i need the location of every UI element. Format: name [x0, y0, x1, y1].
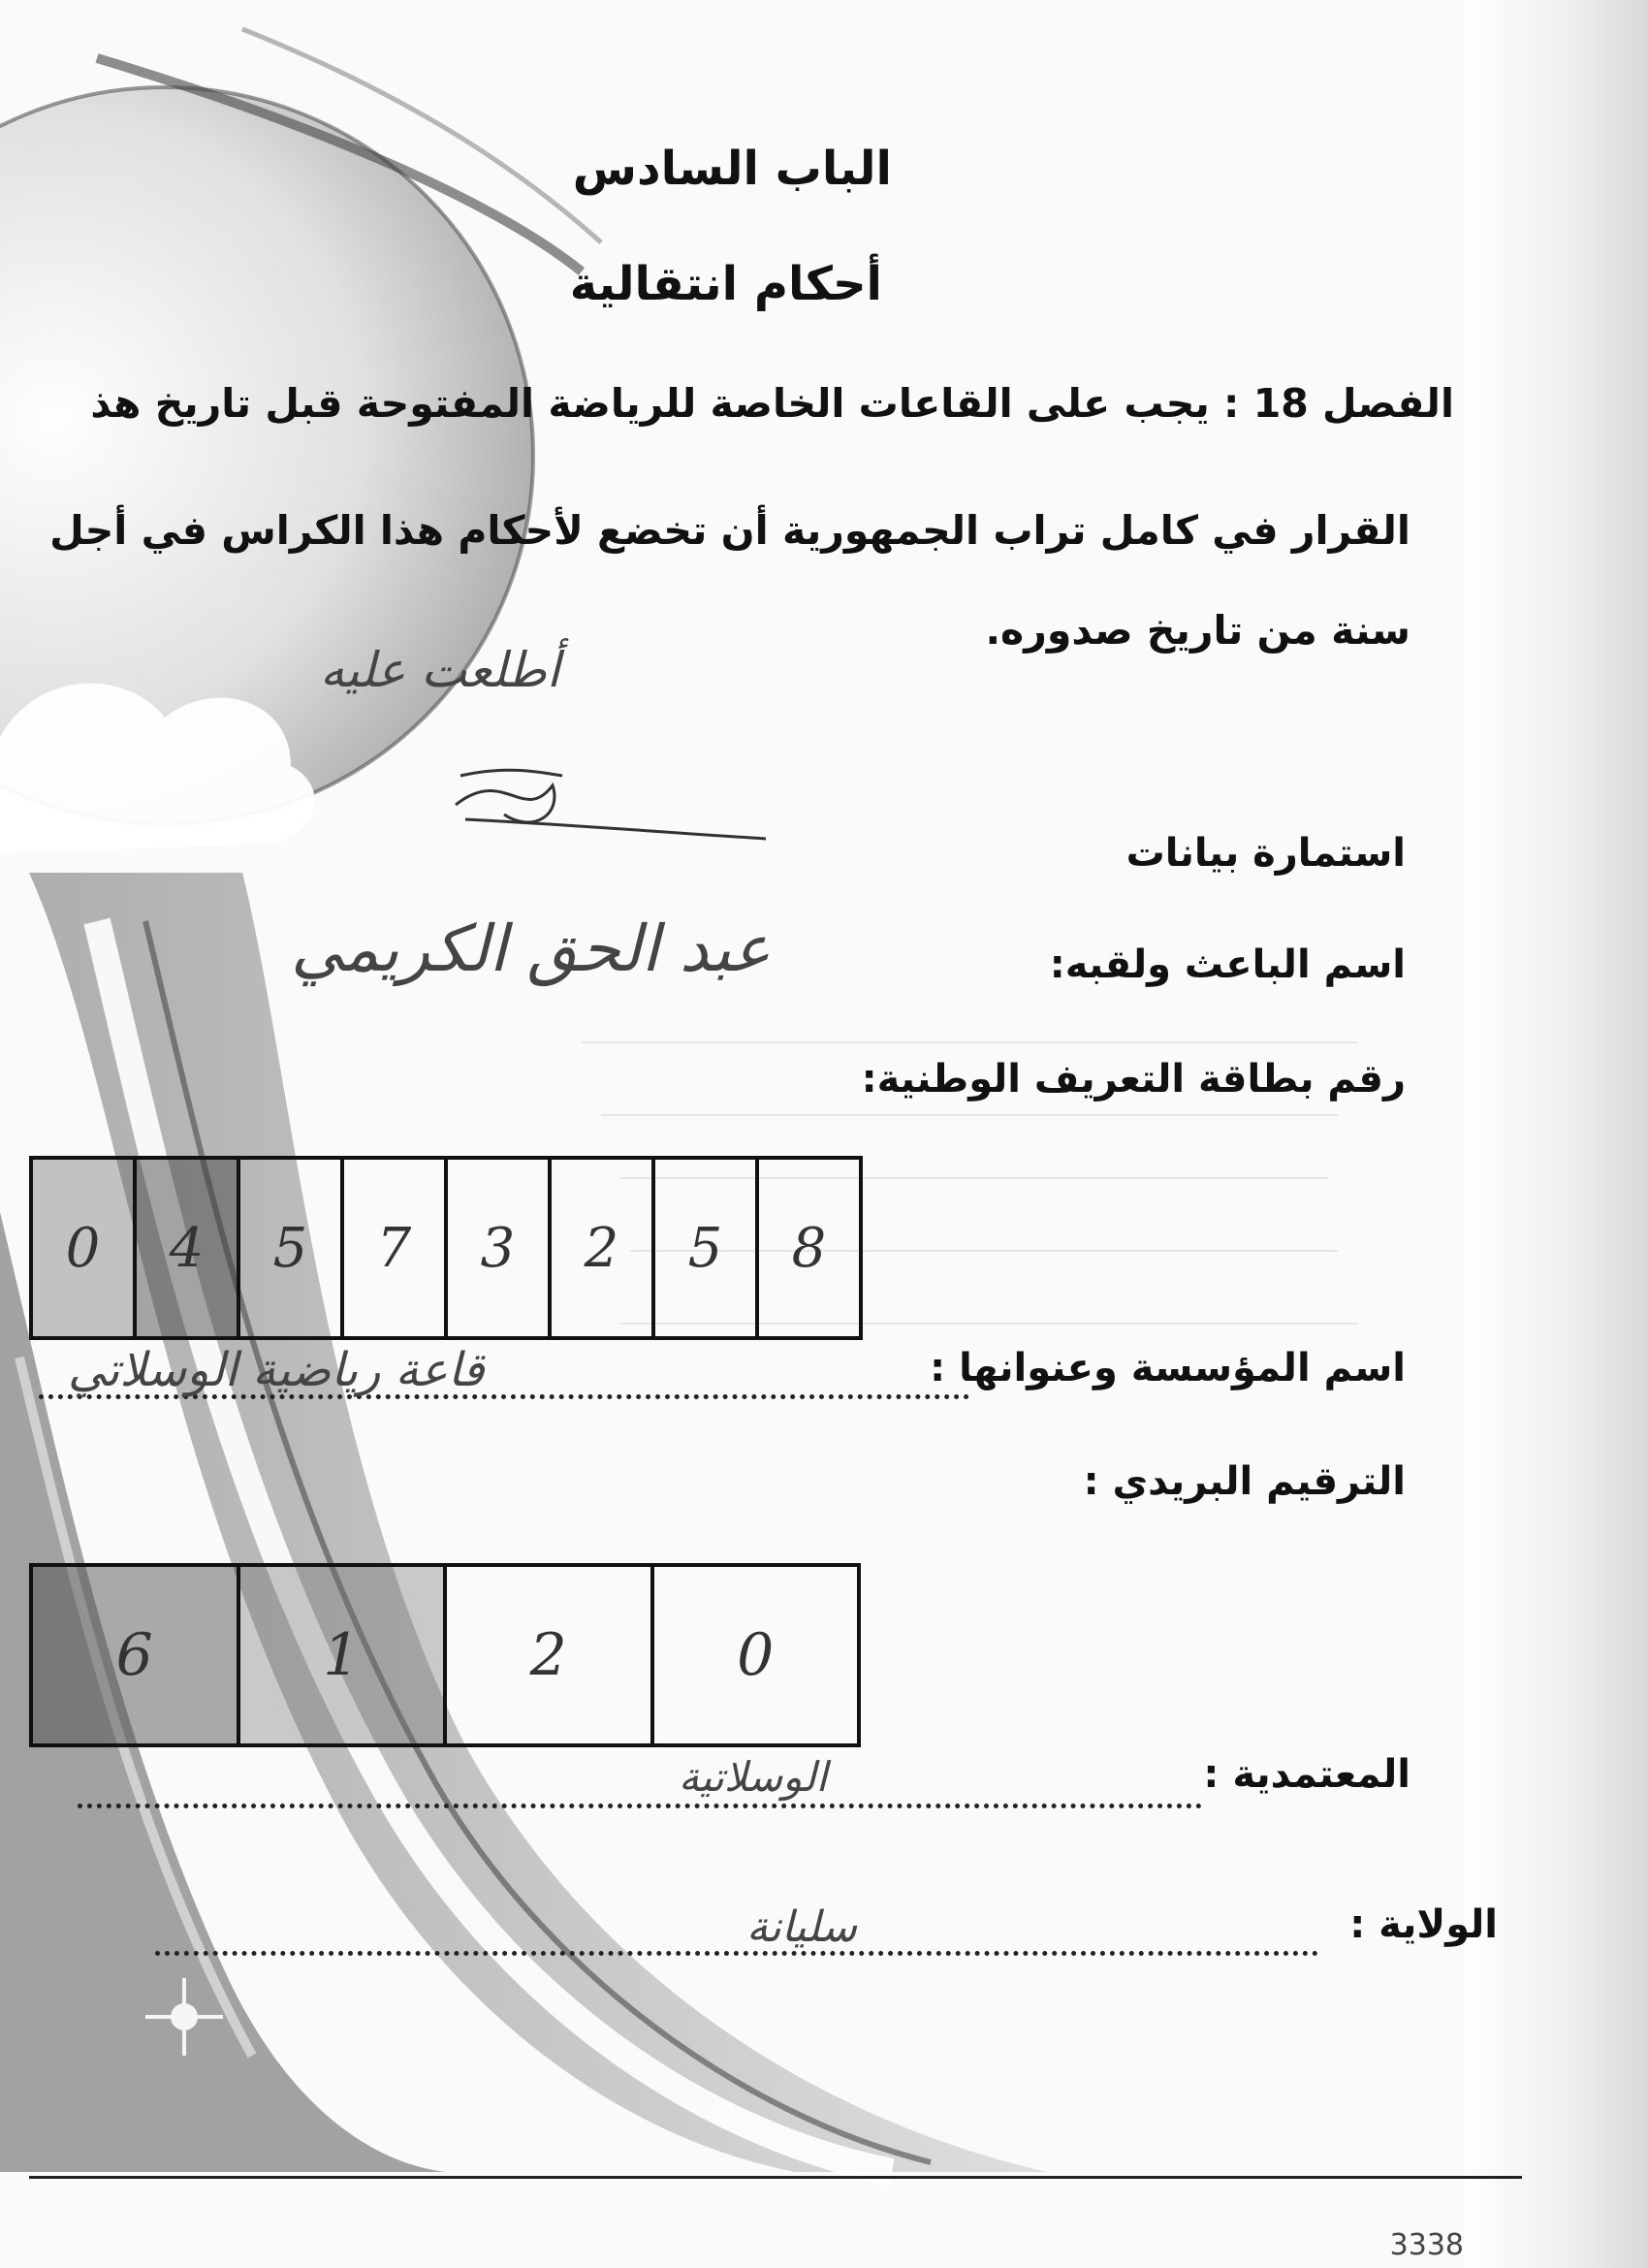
postal-code-boxes — [29, 1563, 861, 1747]
investor-name-value: عبد الحق الكريمي — [291, 911, 771, 986]
id-digit-box: 7 — [342, 1158, 446, 1338]
governorate-dotted-line — [155, 1951, 1318, 1956]
article-line-2: القرار في كامل تراب الجمهورية أن تخضع لأحكام هذا الكراس في أجل — [49, 507, 1410, 554]
chapter-subtitle: أحكام انتقالية — [569, 257, 882, 311]
national-id-boxes — [29, 1156, 863, 1340]
handwritten-note: أطلعت عليه — [320, 642, 560, 698]
governorate-value: سليانة — [746, 1902, 857, 1952]
footer-text: 3338 — [1389, 2228, 1464, 2262]
institution-value: قاعة رياضية الوسلاتي — [68, 1343, 485, 1397]
id-digit-box: 4 — [135, 1158, 238, 1338]
id-digit-box: 0 — [31, 1158, 135, 1338]
chapter-title: الباب السادس — [572, 142, 892, 196]
form-title: استمارة بيانات — [1125, 831, 1406, 876]
investor-name-label: اسم الباعث ولقبه: — [1049, 942, 1406, 987]
footer-rule — [29, 2176, 1522, 2179]
postal-digit-box: 6 — [31, 1565, 238, 1745]
article-line-1: الفصل 18 : يجب على القاعات الخاصة للرياضة المفتوحة قبل تاريخ هذ — [90, 380, 1454, 427]
id-digit-box: 2 — [550, 1158, 653, 1338]
article-line-3: سنة من تاريخ صدوره. — [985, 607, 1410, 654]
postal-digit-box: 1 — [238, 1565, 446, 1745]
id-digit-box: 5 — [653, 1158, 757, 1338]
postal-digit-box: 0 — [652, 1565, 860, 1745]
id-digit-box: 3 — [446, 1158, 550, 1338]
postal-digit-box: 2 — [445, 1565, 652, 1745]
governorate-label: الولاية : — [1349, 1902, 1498, 1947]
national-id-label: رقم بطاقة التعريف الوطنية: — [861, 1057, 1406, 1102]
delegation-value: الوسلاتية — [679, 1753, 828, 1801]
signature-scribble — [446, 747, 776, 853]
id-digit-box: 5 — [238, 1158, 342, 1338]
id-digit-box: 8 — [757, 1158, 861, 1338]
postal-code-label: الترقيم البريدي : — [1083, 1459, 1406, 1504]
delegation-label: المعتمدية : — [1203, 1752, 1410, 1797]
institution-label: اسم المؤسسة وعنوانها : — [930, 1346, 1406, 1390]
delegation-dotted-line — [78, 1804, 1202, 1808]
